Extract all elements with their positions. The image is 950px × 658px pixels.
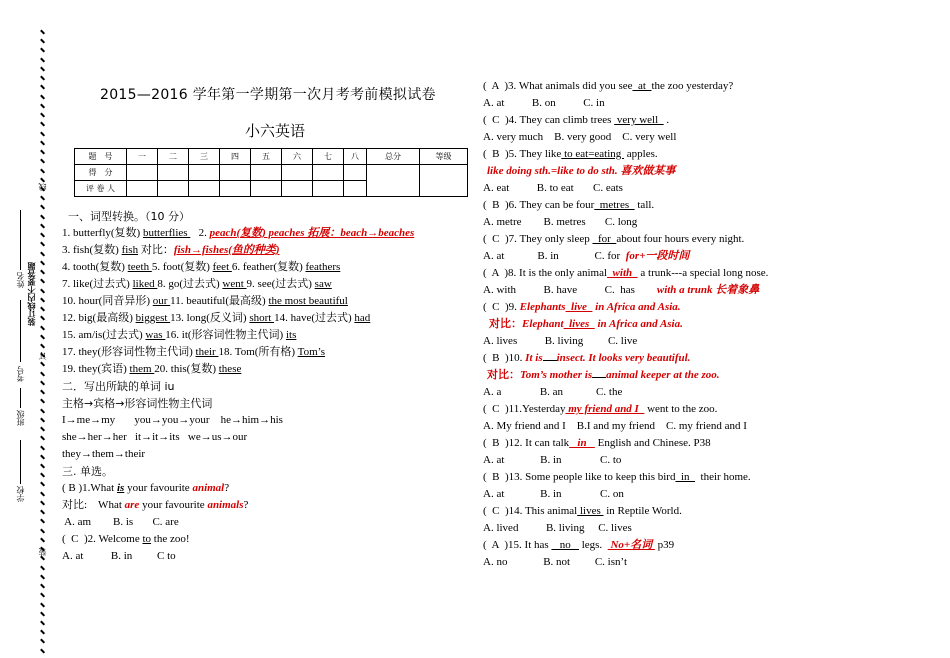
section-1-title: 一、词型转换。（10 分） bbox=[68, 210, 190, 223]
diamond-mark bbox=[39, 519, 44, 524]
section-3-title: 三. 单选。 bbox=[62, 465, 113, 478]
blank-line bbox=[543, 360, 557, 361]
diamond-mark bbox=[39, 223, 44, 228]
diamond-mark bbox=[39, 639, 44, 644]
question-9-contrast: 对比：Elephant lives in Africa and Asia. bbox=[489, 318, 683, 330]
diamond-mark bbox=[39, 177, 44, 182]
diamond-mark bbox=[39, 491, 44, 496]
diamond-mark bbox=[39, 602, 44, 607]
score-table-cell: 七 bbox=[313, 149, 344, 165]
score-table-cell: 等级 bbox=[420, 149, 468, 165]
diamond-mark bbox=[39, 648, 44, 653]
name-line bbox=[20, 210, 21, 270]
class-line bbox=[20, 388, 21, 408]
question-5: ( B )5. They like to eat=eating apples. bbox=[483, 148, 658, 160]
diamond-mark bbox=[39, 630, 44, 635]
diamond-mark bbox=[39, 57, 44, 62]
diamond-mark bbox=[39, 270, 44, 275]
diamond-mark bbox=[39, 66, 44, 71]
list-item: she→her→her it→it→its we→us→our bbox=[62, 431, 248, 443]
question-5-note: like doing sth.=like to do sth. 喜欢做某事 bbox=[487, 165, 676, 177]
score-table-row bbox=[75, 165, 468, 181]
diamond-mark bbox=[39, 76, 44, 81]
diamond-mark bbox=[39, 205, 44, 210]
diamond-mark bbox=[39, 122, 44, 127]
pronoun-rule: 主格→宾格→形容词性物主代词 bbox=[62, 397, 213, 410]
diamond-mark bbox=[39, 30, 44, 35]
diamond-mark bbox=[39, 196, 44, 201]
diamond-mark bbox=[39, 214, 44, 219]
diamond-mark bbox=[39, 501, 44, 506]
question-12-options: A. at B. in C. to bbox=[483, 454, 622, 466]
diamond-mark bbox=[39, 103, 44, 108]
right-column bbox=[483, 78, 768, 571]
question-15: ( A )15. It has no legs. No+名词 p39 bbox=[483, 539, 675, 551]
question-12: ( B )12. It can talk in English and Chinese. P38 bbox=[483, 437, 711, 449]
question-9: ( C )9. Elephants live in Africa and Asia. bbox=[483, 301, 681, 313]
diamond-mark bbox=[39, 233, 44, 238]
list-item: 17. they(形容词性物主代词) their 18. Tom(所有格) Tom’s bbox=[62, 346, 325, 358]
diamond-mark bbox=[39, 528, 44, 533]
diamond-mark bbox=[39, 140, 44, 145]
score-table-cell: 一 bbox=[127, 149, 158, 165]
diamond-mark bbox=[39, 334, 44, 339]
binding-line-marker: 线 bbox=[38, 183, 47, 191]
list-item: I→me→my you→you→your he→him→his bbox=[62, 414, 283, 426]
diamond-mark bbox=[39, 473, 44, 478]
question-11: ( C )11.Yesterday my friend and I went to the zoo. bbox=[483, 403, 718, 415]
left-column bbox=[62, 208, 414, 565]
question-1: ( B )1.What is your favourite animal? bbox=[62, 482, 230, 494]
question-4: ( C )4. They can climb trees very well . bbox=[483, 114, 670, 126]
exam-number-label: 考号 bbox=[16, 366, 25, 382]
diamond-mark bbox=[39, 556, 44, 561]
question-1-contrast: 对比: What are your favourite animals? bbox=[62, 499, 249, 511]
score-table-cell: 得 分 bbox=[75, 165, 127, 181]
exam-number-line bbox=[20, 300, 21, 362]
binding-notice: 装订线内不要答题 bbox=[27, 262, 36, 326]
list-item: 7. like(过去式) liked 8. go(过去式) went 9. see(过去式) saw bbox=[62, 278, 332, 290]
diamond-mark bbox=[39, 94, 44, 99]
diamond-mark bbox=[39, 131, 44, 136]
question-13: ( B )13. Some people like to keep this bird in their home. bbox=[483, 471, 751, 483]
question-7: ( C )7. They only sleep for about four hours every night. bbox=[483, 233, 745, 245]
list-item: 15. am/is(过去式) was 16. it(形容词性物主代词) its bbox=[62, 329, 297, 341]
list-item: 4. tooth(复数) teeth 5. foot(复数) feet 6. feather(复数) feathers bbox=[62, 261, 341, 273]
diamond-mark bbox=[39, 316, 44, 321]
question-6: ( B )6. They can be four metres tall. bbox=[483, 199, 655, 211]
score-table-header-row bbox=[75, 149, 468, 165]
question-4-options: A. very much B. very good C. very well bbox=[483, 131, 677, 143]
diamond-mark bbox=[39, 85, 44, 90]
score-table-cell: 三 bbox=[189, 149, 220, 165]
diamond-mark bbox=[39, 454, 44, 459]
diamond-mark bbox=[39, 417, 44, 422]
school-line bbox=[20, 440, 21, 484]
question-8-options: A. with B. have C. has with a trunk 长着象鼻 bbox=[483, 284, 760, 296]
class-label: 班级 bbox=[16, 410, 25, 426]
diamond-mark bbox=[39, 510, 44, 515]
question-10-contrast: 对比：Tom’s mother is animal keeper at the zoo. bbox=[487, 369, 720, 381]
question-7-options: A. at B. in C. for for+一段时间 bbox=[483, 250, 690, 262]
question-11-options: A. My friend and I B.I and my friend C. my friend and I bbox=[483, 420, 747, 432]
section-2-title: 二．写出所缺的单词 iu bbox=[62, 380, 175, 393]
diamond-mark bbox=[39, 537, 44, 542]
question-9-options: A. lives B. living C. live bbox=[483, 335, 638, 347]
question-14: ( C )14. This animal lives in Reptile World. bbox=[483, 505, 682, 517]
diamond-mark bbox=[39, 611, 44, 616]
diamond-mark bbox=[39, 150, 44, 155]
binding-diamond-border bbox=[38, 28, 46, 656]
binding-ding-marker: 订 bbox=[38, 352, 47, 360]
diamond-mark bbox=[39, 482, 44, 487]
diamond-mark bbox=[39, 584, 44, 589]
list-item: 1. butterfly(复数) butterflies 2. peach(复数) peaches 拓展：beach→beaches bbox=[62, 227, 415, 239]
diamond-mark bbox=[39, 260, 44, 265]
school-label: 学校 bbox=[16, 486, 25, 502]
question-10-options: A. a B. an C. the bbox=[483, 386, 623, 398]
diamond-mark bbox=[39, 251, 44, 256]
diamond-mark bbox=[39, 307, 44, 312]
question-3-options: A. at B. on C. in bbox=[483, 97, 605, 109]
diamond-mark bbox=[39, 113, 44, 118]
question-1-options: A. am B. is C. are bbox=[62, 516, 179, 528]
page-title: 2015—2016 学年第一学期第一次月考考前模拟试卷 bbox=[100, 87, 436, 103]
diamond-mark bbox=[39, 621, 44, 626]
score-table-cell: 八 bbox=[344, 149, 367, 165]
diamond-mark bbox=[39, 390, 44, 395]
question-14-options: A. lived B. living C. lives bbox=[483, 522, 632, 534]
diamond-mark bbox=[39, 288, 44, 293]
diamond-mark bbox=[39, 297, 44, 302]
question-10: ( B )10. It is insect. It looks very beautiful. bbox=[483, 352, 691, 364]
diamond-mark bbox=[39, 279, 44, 284]
page-subtitle: 小六英语 bbox=[245, 122, 306, 140]
list-item: 3. fish(复数) fish 对比：fish→fishes(鱼的种类) bbox=[62, 244, 280, 256]
score-table-cell: 题 号 bbox=[75, 149, 127, 165]
diamond-mark bbox=[39, 325, 44, 330]
name-label: 姓名 bbox=[16, 272, 25, 288]
diamond-mark bbox=[39, 565, 44, 570]
diamond-mark bbox=[39, 242, 44, 247]
question-5-options: A. eat B. to eat C. eats bbox=[483, 182, 623, 194]
diamond-mark bbox=[39, 362, 44, 367]
question-3: ( A )3. What animals did you see at the zoo yesterday? bbox=[483, 80, 734, 92]
list-item: 19. they(宾语) them 20. this(复数) these bbox=[62, 363, 242, 375]
diamond-mark bbox=[39, 159, 44, 164]
binding-zhuang-marker: 装 bbox=[38, 548, 47, 556]
score-table-cell: 五 bbox=[251, 149, 282, 165]
diamond-mark bbox=[39, 464, 44, 469]
list-item: they→them→their bbox=[62, 448, 146, 460]
diamond-mark bbox=[39, 408, 44, 413]
diamond-mark bbox=[39, 39, 44, 44]
score-table-cell: 二 bbox=[158, 149, 189, 165]
diamond-mark bbox=[39, 371, 44, 376]
diamond-mark bbox=[39, 427, 44, 432]
diamond-mark bbox=[39, 168, 44, 173]
diamond-mark bbox=[39, 344, 44, 349]
question-2-options: A. at B. in C to bbox=[62, 550, 176, 562]
score-table bbox=[74, 148, 468, 197]
question-15-options: A. no B. not C. isn’t bbox=[483, 556, 628, 568]
diamond-mark bbox=[39, 48, 44, 53]
list-item: 12. big(最高级) biggest 13. long(反义词) short 14. have(过去式) had bbox=[62, 312, 371, 324]
diamond-mark bbox=[39, 380, 44, 385]
diamond-mark bbox=[39, 399, 44, 404]
list-item: 10. hour(同音异形) our 11. beautiful(最高级) the most beautiful bbox=[62, 295, 348, 307]
question-8: ( A )8. It is the only animal with a trunk---a special long nose. bbox=[483, 267, 769, 279]
question-6-options: A. metre B. metres C. long bbox=[483, 216, 638, 228]
diamond-mark bbox=[39, 445, 44, 450]
diamond-mark bbox=[39, 436, 44, 441]
score-table-cell: 六 bbox=[282, 149, 313, 165]
diamond-mark bbox=[39, 574, 44, 579]
score-table-cell: 评 卷 人 bbox=[75, 181, 127, 197]
diamond-mark bbox=[39, 593, 44, 598]
question-13-options: A. at B. in C. on bbox=[483, 488, 624, 500]
question-2: ( C )2. Welcome to the zoo! bbox=[62, 533, 190, 545]
score-table-cell: 四 bbox=[220, 149, 251, 165]
blank-line bbox=[592, 377, 606, 378]
score-table-cell: 总分 bbox=[367, 149, 420, 165]
